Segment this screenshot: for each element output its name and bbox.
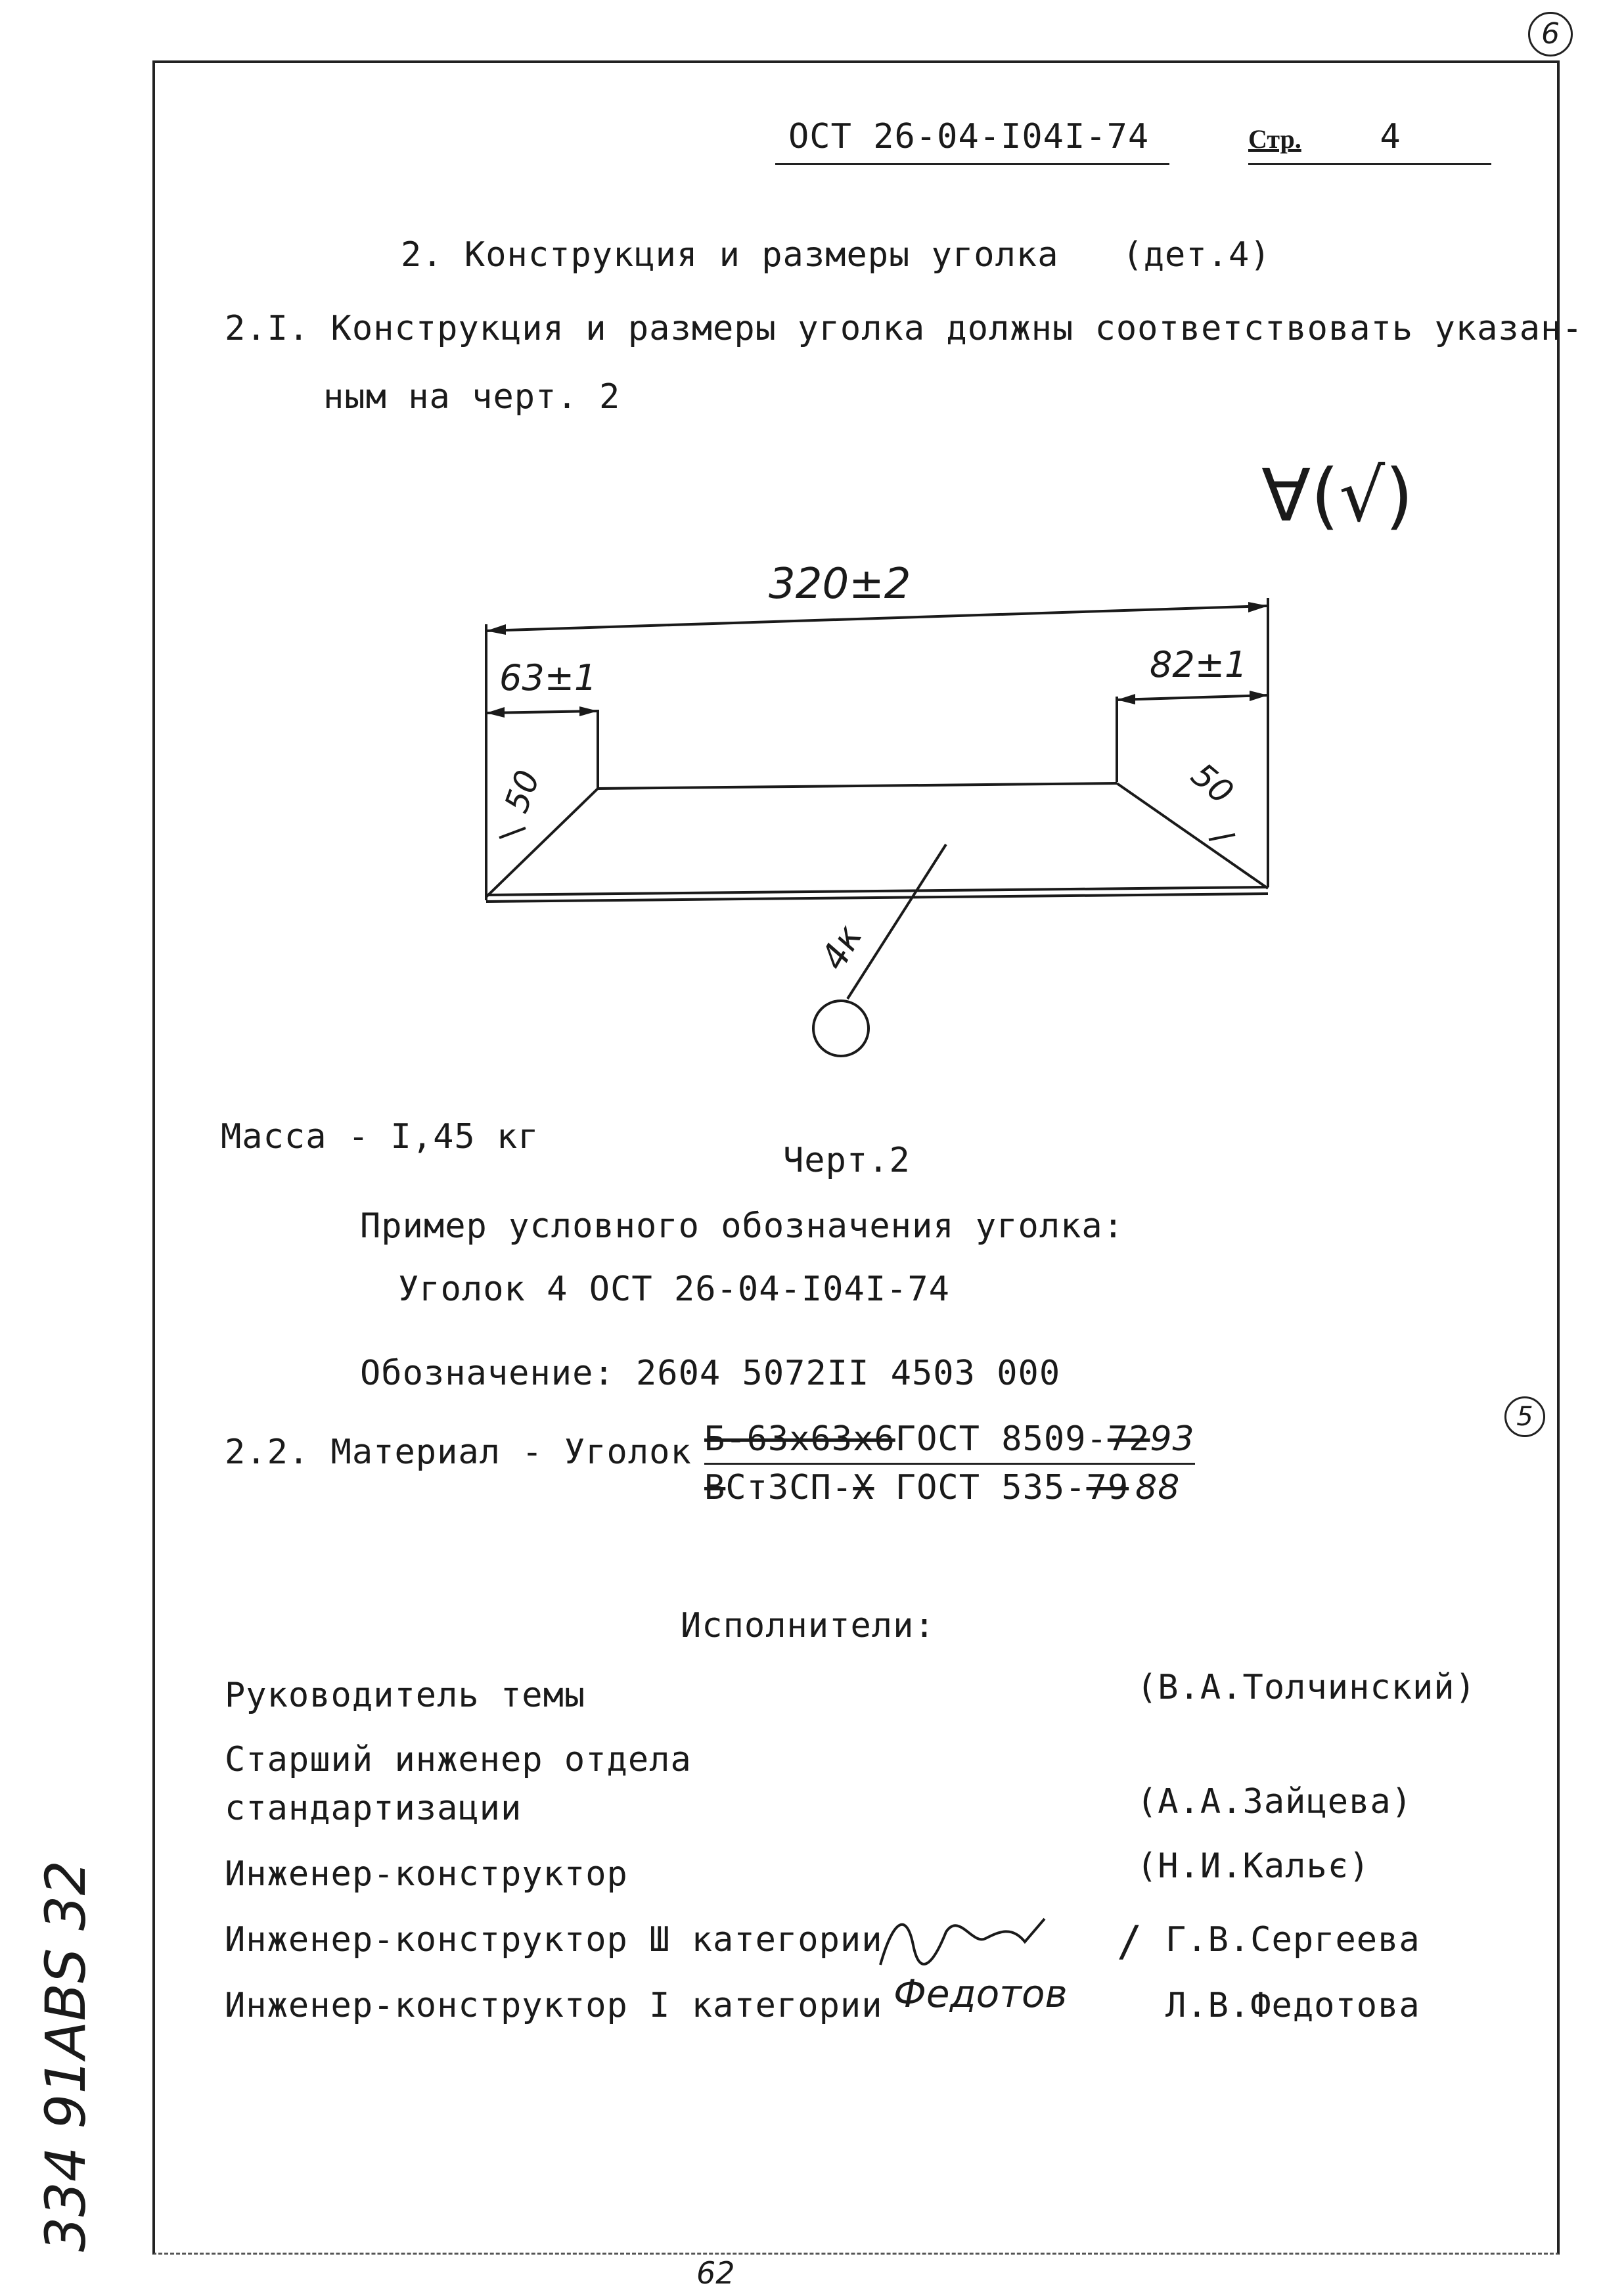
page-number: 4	[1380, 117, 1401, 156]
material-year2-new: 88	[1135, 1468, 1181, 1507]
executor-role-5: Инженер-конструктор I категории	[225, 1986, 883, 2025]
page-mark-circle	[1528, 12, 1573, 57]
material-gost1: ГОСТ 8509-	[895, 1419, 1108, 1459]
leader-circle	[813, 1001, 869, 1056]
arrow-left-l	[486, 707, 505, 718]
executor-role-2: Старший инженер отдела	[225, 1740, 692, 1779]
example-title: Пример условного обозначения уголка:	[360, 1206, 1125, 1246]
material-year1-new: 93	[1150, 1419, 1195, 1459]
material-line2	[704, 1468, 1180, 1507]
inner-top	[598, 783, 1117, 789]
dim-overall-line	[486, 606, 1268, 631]
mass-line: Масса - I,45 кг	[221, 1117, 539, 1157]
executor-name-5: Л.В.Федотова	[1165, 1986, 1420, 2025]
arrow-right-r	[1250, 691, 1268, 701]
dim-overall-label: 320±2	[769, 565, 911, 608]
material-label: 2.2. Материал - Уголок	[225, 1433, 692, 1472]
margin-handwriting: 334 91АВS 32	[34, 1860, 98, 2252]
side-mark: 5	[1516, 1402, 1533, 1432]
roughness-mark: ∀(√)	[1261, 453, 1414, 538]
executor-name-4: Г.В.Сергеева	[1165, 1920, 1420, 1960]
page-ref	[1248, 117, 1491, 165]
page-label: Стр.	[1248, 124, 1301, 154]
executor-role-4: Инженер-конструктор Ш категории	[225, 1920, 883, 1960]
leader-line	[847, 844, 946, 999]
dim-right-label: 82±1	[1150, 644, 1248, 685]
material-year1-struck: 72	[1107, 1419, 1150, 1459]
dim-right-line	[1117, 695, 1268, 700]
material-gost2: ГОСТ 535-	[874, 1468, 1087, 1507]
material-year2-struck: 79	[1086, 1468, 1129, 1507]
side-mark-circle	[1504, 1396, 1545, 1437]
chamfer-left-tick	[499, 828, 526, 838]
material-steel: Ст3СП-	[725, 1468, 853, 1507]
chamfer-left-label: 50	[497, 765, 548, 818]
executor-name-3: (Н.И.Кальє)	[1137, 1847, 1370, 1886]
chamfer-right-tick	[1209, 835, 1235, 840]
angle-drawing	[460, 565, 1314, 1091]
executor-slash: /	[1117, 1917, 1143, 1966]
material-profile-struck: Б-63х63х6	[704, 1419, 895, 1459]
chamfer-right-label: 50	[1184, 755, 1241, 812]
executor-role-3: Инженер-конструктор	[225, 1854, 628, 1894]
arrow-right-l	[1117, 694, 1135, 704]
designation: Обозначение: 2604 5072II 4503 000	[360, 1354, 1061, 1393]
para-2-1-line1: 2.I. Конструкция и размеры уголка должны соответствовать указан-	[225, 309, 1583, 348]
material-line1	[704, 1419, 1195, 1465]
page-mark: 6	[1541, 17, 1560, 51]
diag-right	[1117, 783, 1268, 888]
arrow-left-r	[579, 706, 598, 716]
executor-name-1: (В.А.Толчинский)	[1137, 1668, 1476, 1707]
executors-title: Исполнители:	[681, 1606, 936, 1645]
executor-name-2: (А.А.Зайцева)	[1137, 1782, 1412, 1822]
material-steel-struck: В	[704, 1468, 726, 1507]
material-steel-struck2: Х	[853, 1468, 874, 1507]
standard-header	[775, 117, 1169, 165]
para-2-1-line2: ным на черт. 2	[323, 377, 621, 417]
executor-role-2b: стандартизации	[225, 1789, 522, 1828]
executor-role-1: Руководитель темы	[225, 1676, 586, 1715]
standard-code: ОСТ 26-04-I04I-74	[788, 117, 1150, 156]
figure-caption: Черт.2	[783, 1141, 911, 1180]
example-value: Уголок 4 ОСТ 26-04-I04I-74	[398, 1270, 950, 1309]
leader-label: 4к	[812, 917, 870, 977]
signature-fedotova: Федотов	[893, 1971, 1068, 2016]
dim-left-label: 63±1	[499, 657, 597, 699]
footer-page: 62	[696, 2255, 735, 2291]
signature-sergeeva	[874, 1906, 1071, 1978]
section-title: 2. Конструкция и размеры уголка (дет.4)	[401, 235, 1271, 275]
